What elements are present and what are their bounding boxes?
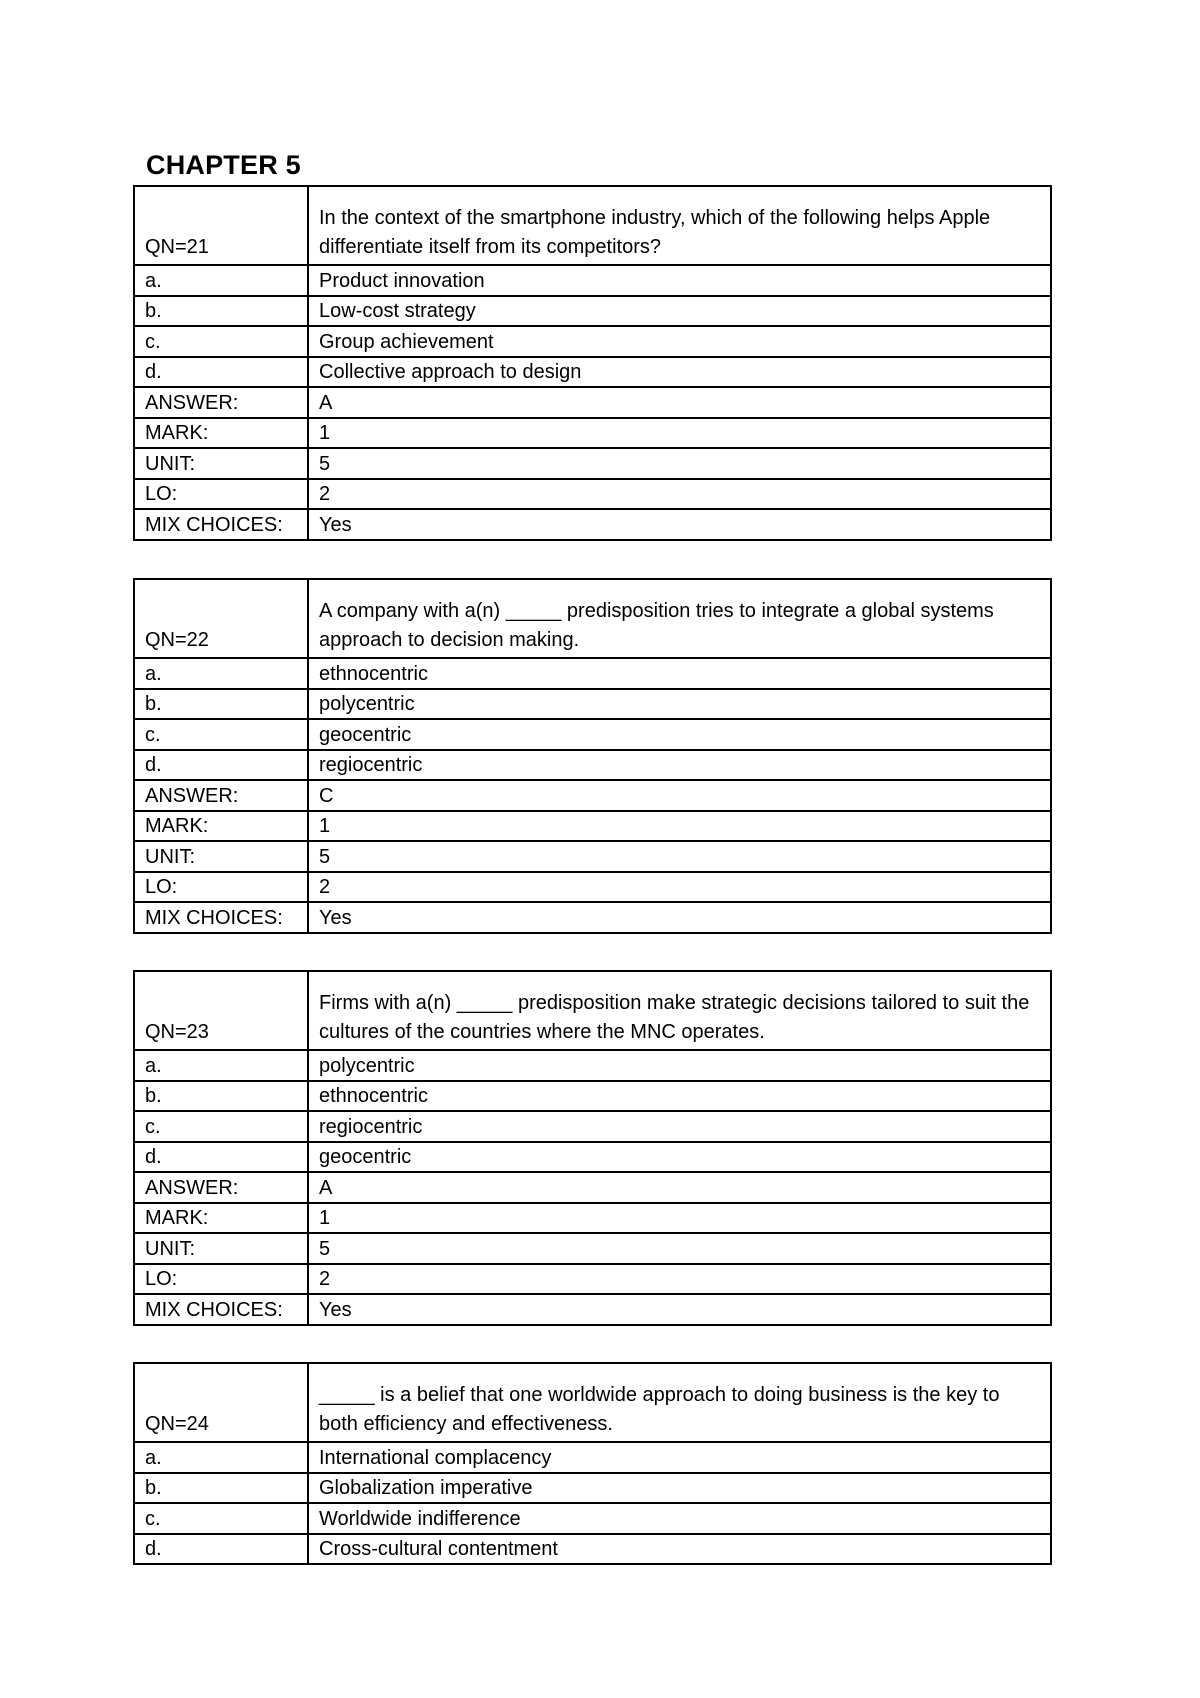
option-label: d. — [134, 750, 308, 781]
meta-value: A — [308, 387, 1051, 418]
meta-label: MIX CHOICES: — [134, 509, 308, 540]
option-row — [134, 265, 1051, 296]
option-row — [134, 658, 1051, 689]
question-table-22 — [133, 578, 1052, 934]
meta-value: 5 — [308, 841, 1051, 872]
meta-value: 1 — [308, 418, 1051, 449]
question-table-24 — [133, 1362, 1052, 1565]
option-label: d. — [134, 357, 308, 388]
option-label: a. — [134, 265, 308, 296]
meta-label: MARK: — [134, 418, 308, 449]
option-label: a. — [134, 1442, 308, 1473]
option-text: Low-cost strategy — [308, 296, 1051, 327]
meta-value: 2 — [308, 1264, 1051, 1295]
question-text: In the context of the smartphone industry, which of the following helps Apple differentiate itself from its competitors? — [308, 186, 1051, 265]
meta-label: ANSWER: — [134, 1172, 308, 1203]
meta-value: 2 — [308, 872, 1051, 903]
question-row — [134, 186, 1051, 265]
chapter-title: CHAPTER 5 — [146, 150, 301, 180]
mark-row — [134, 1203, 1051, 1234]
mark-row — [134, 418, 1051, 449]
option-label: c. — [134, 1111, 308, 1142]
option-text: Worldwide indifference — [308, 1503, 1051, 1534]
meta-value: 1 — [308, 1203, 1051, 1234]
option-label: d. — [134, 1534, 308, 1565]
meta-value: Yes — [308, 509, 1051, 540]
option-label: c. — [134, 326, 308, 357]
option-text: regiocentric — [308, 750, 1051, 781]
lo-row — [134, 872, 1051, 903]
question-text: Firms with a(n) _____ predisposition make strategic decisions tailored to suit the cultures of the countries where the MNC operates. — [308, 971, 1051, 1050]
meta-label: ANSWER: — [134, 780, 308, 811]
question-text: _____ is a belief that one worldwide approach to doing business is the key to both efficiency and effectiveness. — [308, 1363, 1051, 1442]
question-row — [134, 971, 1051, 1050]
unit-row — [134, 448, 1051, 479]
option-row — [134, 1142, 1051, 1173]
mix-choices-row — [134, 902, 1051, 933]
meta-label: UNIT: — [134, 448, 308, 479]
option-text: ethnocentric — [308, 1081, 1051, 1112]
option-row — [134, 326, 1051, 357]
meta-value: C — [308, 780, 1051, 811]
option-text: Globalization imperative — [308, 1473, 1051, 1504]
meta-value: 5 — [308, 448, 1051, 479]
option-row — [134, 1111, 1051, 1142]
meta-label: UNIT: — [134, 841, 308, 872]
meta-value: Yes — [308, 902, 1051, 933]
option-text: polycentric — [308, 1050, 1051, 1081]
lo-row — [134, 479, 1051, 510]
meta-value: Yes — [308, 1294, 1051, 1325]
meta-value: 5 — [308, 1233, 1051, 1264]
option-row — [134, 1442, 1051, 1473]
lo-row — [134, 1264, 1051, 1295]
question-number: QN=24 — [134, 1363, 308, 1442]
meta-label: MIX CHOICES: — [134, 1294, 308, 1325]
meta-label: MARK: — [134, 1203, 308, 1234]
answer-row — [134, 387, 1051, 418]
option-text: regiocentric — [308, 1111, 1051, 1142]
meta-label: MIX CHOICES: — [134, 902, 308, 933]
option-text: geocentric — [308, 1142, 1051, 1173]
answer-row — [134, 780, 1051, 811]
mix-choices-row — [134, 1294, 1051, 1325]
question-table-23 — [133, 970, 1052, 1326]
question-number: QN=21 — [134, 186, 308, 265]
option-row — [134, 1081, 1051, 1112]
meta-label: LO: — [134, 479, 308, 510]
question-row — [134, 579, 1051, 658]
option-label: a. — [134, 658, 308, 689]
option-row — [134, 357, 1051, 388]
meta-label: ANSWER: — [134, 387, 308, 418]
meta-label: UNIT: — [134, 1233, 308, 1264]
option-label: a. — [134, 1050, 308, 1081]
meta-label: LO: — [134, 872, 308, 903]
question-text: A company with a(n) _____ predisposition tries to integrate a global systems approach to decision making. — [308, 579, 1051, 658]
option-label: b. — [134, 296, 308, 327]
option-label: b. — [134, 1081, 308, 1112]
option-text: geocentric — [308, 719, 1051, 750]
option-row — [134, 719, 1051, 750]
option-text: Product innovation — [308, 265, 1051, 296]
mark-row — [134, 811, 1051, 842]
option-text: International complacency — [308, 1442, 1051, 1473]
option-label: c. — [134, 719, 308, 750]
option-text: Group achievement — [308, 326, 1051, 357]
option-label: b. — [134, 689, 308, 720]
answer-row — [134, 1172, 1051, 1203]
unit-row — [134, 1233, 1051, 1264]
mix-choices-row — [134, 509, 1051, 540]
meta-value: 2 — [308, 479, 1051, 510]
option-row — [134, 1503, 1051, 1534]
option-row — [134, 1050, 1051, 1081]
question-table-21 — [133, 185, 1052, 541]
meta-value: 1 — [308, 811, 1051, 842]
question-row — [134, 1363, 1051, 1442]
option-text: Collective approach to design — [308, 357, 1051, 388]
meta-label: MARK: — [134, 811, 308, 842]
option-row — [134, 1534, 1051, 1565]
option-row — [134, 689, 1051, 720]
unit-row — [134, 841, 1051, 872]
option-text: polycentric — [308, 689, 1051, 720]
meta-value: A — [308, 1172, 1051, 1203]
option-label: d. — [134, 1142, 308, 1173]
option-row — [134, 1473, 1051, 1504]
option-row — [134, 296, 1051, 327]
meta-label: LO: — [134, 1264, 308, 1295]
question-number: QN=22 — [134, 579, 308, 658]
option-label: c. — [134, 1503, 308, 1534]
option-text: Cross-cultural contentment — [308, 1534, 1051, 1565]
question-number: QN=23 — [134, 971, 308, 1050]
option-row — [134, 750, 1051, 781]
option-label: b. — [134, 1473, 308, 1504]
option-text: ethnocentric — [308, 658, 1051, 689]
